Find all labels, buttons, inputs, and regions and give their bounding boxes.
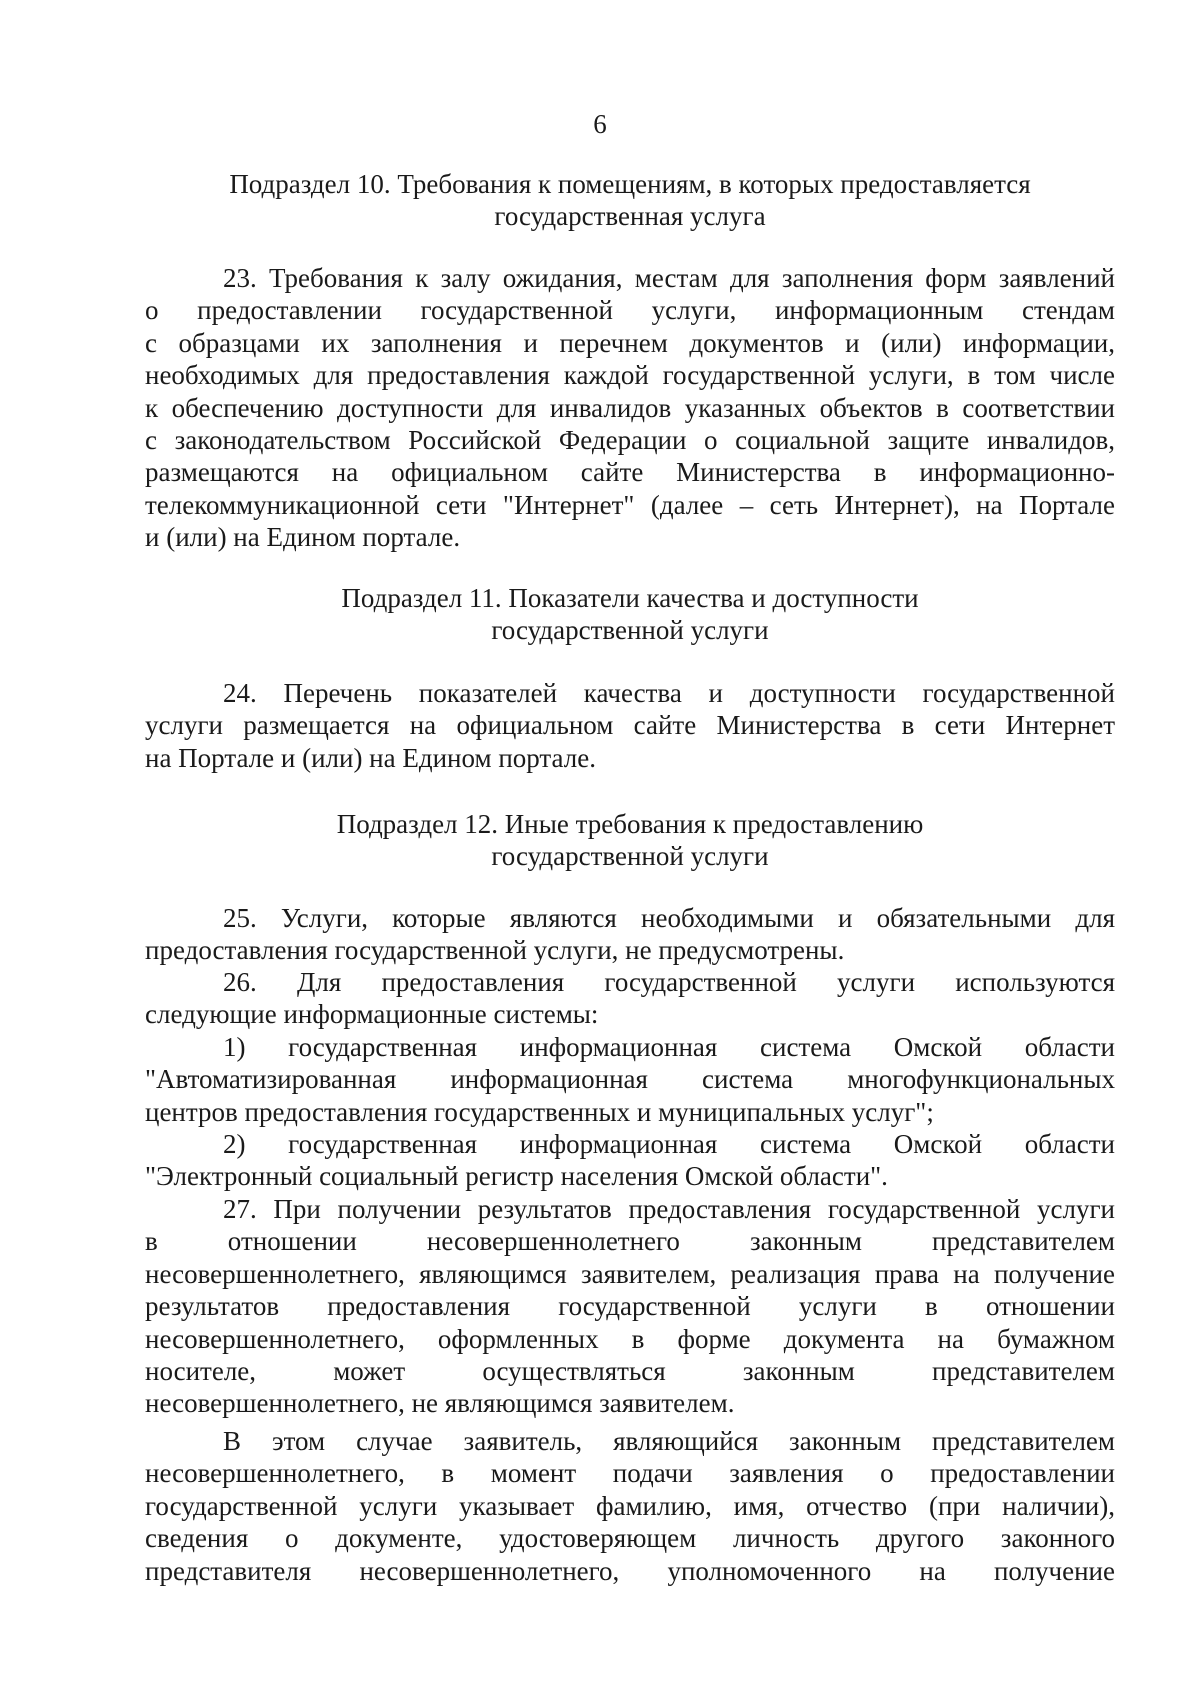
text-line: с образцами их заполнения и перечнем документов и (или) информации, [145,327,1115,358]
text-line: несовершеннолетнего, в момент подачи заявления о предоставлении [145,1458,1115,1489]
heading-line: Подраздел 11. Показатели качества и доступности [341,583,919,613]
text-line: с законодательством Российской Федерации о социальной защите инвалидов, [145,424,1115,455]
heading-line: Подраздел 12. Иные требования к предоставлению [336,809,924,839]
text-line: предоставления государственной услуги, не предусмотрены. [145,935,845,966]
subsection-12-heading [140,808,1120,872]
text-line: телекоммуникационной сети "Интернет" (далее – сеть Интернет), на Портале [145,489,1115,520]
text-line: государственной услуги указывает фамилию, имя, отчество (при наличии), [145,1490,1115,1521]
text-line: 26. Для предоставления государственной услуги используются [223,967,1115,997]
text-line: "Электронный социальный регистр населения Омской области". [145,1161,888,1192]
text-line: и (или) на Едином портале. [145,522,461,553]
paragraph-24 [145,677,1115,774]
text-line: размещаются на официальном сайте Министерства в информационно- [145,457,1115,488]
text-line: услуги размещается на официальном сайте Министерства в сети Интернет [145,710,1115,741]
text-line: В этом случае заявитель, являющийся законным представителем [223,1426,1115,1456]
text-line: 25. Услуги, которые являются необходимыми и обязательными для [223,903,1115,933]
text-line: носителе, может осуществляться законным представителем [145,1355,1115,1386]
text-line: к обеспечению доступности для инвалидов указанных объектов в соответствии [145,392,1115,423]
paragraph-26-item-1 [145,1031,1115,1128]
paragraph-23 [145,262,1115,554]
text-line: в отношении несовершеннолетнего законным представителем [145,1226,1115,1257]
text-line: необходимых для предоставления каждой государственной услуги, в том числе [145,360,1115,391]
paragraph-25 [145,902,1115,967]
text-line: следующие информационные системы: [145,999,599,1030]
text-line: 23. Требования к залу ожидания, местам для заполнения форм заявлений [223,263,1115,293]
text-line: несовершеннолетнего, оформленных в форме документа на бумажном [145,1323,1115,1354]
text-line: на Портале и (или) на Едином портале. [145,742,596,773]
text-line: центров предоставления государственных и муниципальных услуг"; [145,1096,934,1127]
heading-line: государственной услуги [491,841,769,871]
text-line: "Автоматизированная информационная система многофункциональных [145,1064,1115,1095]
heading-line: Подраздел 10. Требования к помещениям, в которых предоставляется [229,169,1031,199]
paragraph-26 [145,966,1115,1031]
text-line: о предоставлении государственной услуги, информационным стендам [145,295,1115,326]
text-line: несовершеннолетнего, являющимся заявителем, реализация права на получение [145,1258,1115,1289]
subsection-10-heading [140,168,1120,232]
heading-line: государственной услуги [491,615,769,645]
page-number: 6 [593,109,607,139]
paragraph-27-continuation [145,1425,1115,1587]
paragraph-27 [145,1193,1115,1420]
text-line: сведения о документе, удостоверяющем личность другого законного [145,1523,1115,1554]
text-line: 27. При получении результатов предоставления государственной услуги [223,1194,1115,1224]
heading-line: государственная услуга [494,201,766,231]
paragraph-26-item-2 [145,1128,1115,1193]
text-line: 2) государственная информационная система Омской области [223,1129,1115,1159]
text-line: несовершеннолетнего, не являющимся заявителем. [145,1388,735,1419]
subsection-11-heading [140,582,1120,646]
text-line: 24. Перечень показателей качества и доступности государственной [223,678,1115,708]
text-line: представителя несовершеннолетнего, уполномоченного на получение [145,1555,1115,1586]
text-line: 1) государственная информационная система Омской области [223,1032,1115,1062]
text-line: результатов предоставления государственной услуги в отношении [145,1291,1115,1322]
